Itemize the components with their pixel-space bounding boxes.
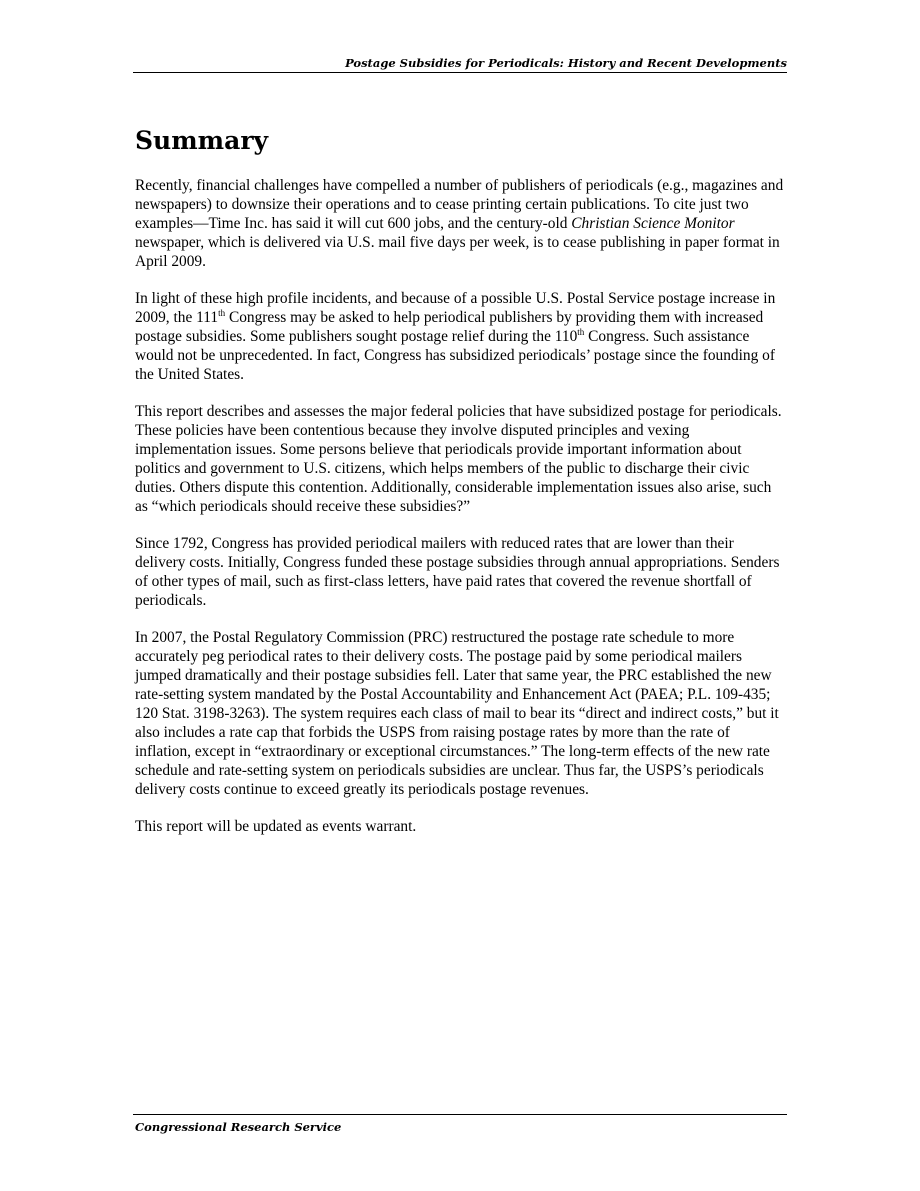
- paragraph-6: This report will be updated as events warrant.: [135, 818, 417, 835]
- paragraph-1: [135, 176, 787, 271]
- ordinal-suffix: th: [577, 327, 585, 337]
- paragraph-2-text-b: Congress may be asked to help periodical publishers by providing them with increased postage subsidies. Some publishers sought postage relief during the 110: [135, 309, 764, 345]
- paragraph-3: This report describes and assesses the major federal policies that have subsidized postage for periodicals. These policies have been contentious because they involve disputed principles and vexing implementation issues. Some persons believe that periodicals provide important information about politics and government to U.S. citizens, which helps members of the public to discharge their civic duties. Others dispute this contention. Additionally, considerable implementation issues also arise, such as “which periodicals should receive these subsidies?”: [135, 403, 782, 515]
- paragraph-5: In 2007, the Postal Regulatory Commission (PRC) restructured the postage rate schedule to more accurately peg periodical rates to their delivery costs. The postage paid by some periodical mailers jumped dramatically and their postage subsidies fell. Later that same year, the PRC established the new rate-setting system mandated by the Postal Accountability and Enhancement Act (PAEA; P.L. 109-435; 120 Stat. 3198-3263). The system requires each class of mail to bear its “direct and indirect costs,” but it also includes a rate cap that forbids the USPS from raising postage rates by more than the rate of inflation, except in “extraordinary or exceptional circumstances.” The long-term effects of the new rate schedule and rate-setting system on periodicals subsidies are unclear. Thus far, the USPS’s periodicals delivery costs continue to exceed greatly its periodicals postage revenues.: [135, 629, 779, 798]
- running-footer: Congressional Research Service: [135, 1120, 342, 1134]
- summary-body: [135, 176, 787, 854]
- paragraph-4: Since 1792, Congress has provided periodical mailers with reduced rates that are lower than their delivery costs. Initially, Congress funded these postage subsidies through annual appropriations. Senders of other types of mail, such as first-class letters, have paid rates that covered the revenue shortfall of periodicals.: [135, 535, 780, 609]
- header-divider: [133, 72, 787, 73]
- paragraph-2: [135, 289, 787, 384]
- publication-title: Christian Science Monitor: [571, 215, 735, 232]
- paragraph-2-text-c: Congress. Such assistance would not be unprecedented. In fact, Congress has subsidized periodicals’ postage since the founding of the United States.: [135, 328, 775, 383]
- paragraph-1-text-b: newspaper, which is delivered via U.S. mail five days per week, is to cease publishing in paper format in April 2009.: [135, 234, 780, 270]
- paragraph-1-text-a: Recently, financial challenges have compelled a number of publishers of periodicals (e.g., magazines and newspapers) to downsize their operations and to cease printing certain publications. To cite just two examples—Time Inc. has said it will cut 600 jobs, and the century-old: [135, 177, 784, 232]
- ordinal-suffix: th: [218, 308, 226, 318]
- running-header: Postage Subsidies for Periodicals: History and Recent Developments: [345, 56, 787, 70]
- paragraph-2-text-a: In light of these high profile incidents, and because of a possible U.S. Postal Service postage increase in 2009, the 111: [135, 290, 776, 326]
- footer-divider: [133, 1114, 787, 1115]
- page-title: Summary: [135, 126, 269, 155]
